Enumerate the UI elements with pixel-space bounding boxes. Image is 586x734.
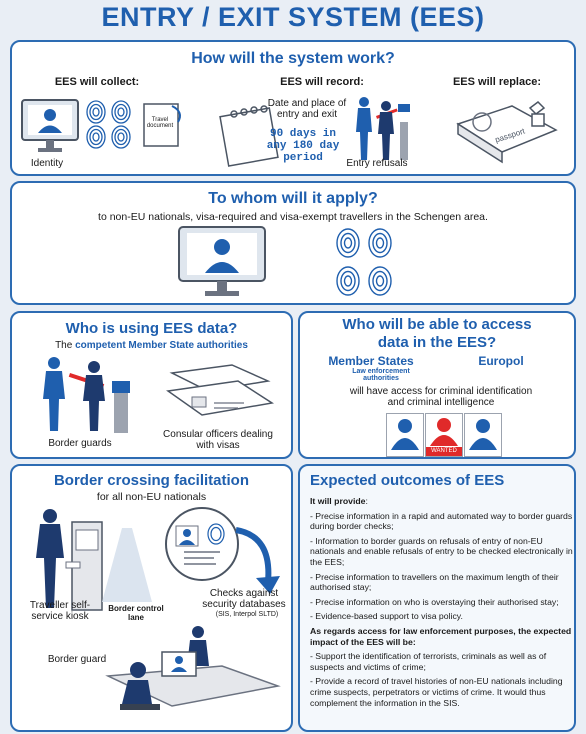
outcome-item: - Evidence-based support to visa policy. bbox=[310, 611, 463, 622]
whom-panel bbox=[10, 181, 576, 305]
identity-monitor-icon bbox=[20, 98, 80, 156]
border-guards-label: Border guards bbox=[48, 438, 112, 449]
fingerprints-icon bbox=[84, 100, 134, 150]
arrow-icon bbox=[232, 526, 282, 596]
outcomes-title: Expected outcomes of EES bbox=[310, 472, 505, 489]
facilitation-panel bbox=[10, 464, 293, 732]
whom-text: to non-EU nationals, visa-required and visa-exempt travellers in the Schengen area. bbox=[98, 211, 488, 223]
outcome-item: - Precise information in a rapid and automated way to border guards during border checks; bbox=[310, 510, 573, 532]
member-states-label: Member States bbox=[328, 354, 414, 368]
how-panel bbox=[10, 40, 576, 176]
law-enforcement-label: Law enforcement authorities bbox=[352, 368, 410, 382]
consular-label: Consular officers dealing with visas bbox=[163, 429, 273, 451]
wanted-person-1 bbox=[386, 413, 424, 457]
identity-label: Identity bbox=[30, 158, 64, 169]
access-title: Who will be able to access data in the EES? bbox=[342, 316, 532, 351]
wanted-badge: WANTED bbox=[426, 447, 462, 456]
wanted-person-3 bbox=[464, 413, 502, 457]
checks-label: Checks against security databases bbox=[202, 588, 286, 610]
using-title: Who is using EES data? bbox=[65, 320, 238, 337]
law-item: - Provide a record of travel histories of non-EU nationals including crime suspects, perpetrators or victims of crime. It would thus complement the information in the SIS. bbox=[310, 676, 563, 708]
using-panel bbox=[10, 311, 293, 459]
travel-document-label: Travel document bbox=[146, 117, 174, 129]
kiosk-label: Traveller self-service kiosk bbox=[29, 600, 91, 622]
replace-label: EES will replace: bbox=[452, 76, 542, 88]
border-guard-label: Border guard bbox=[47, 654, 107, 665]
facilitation-subtitle: for all non-EU nationals bbox=[96, 491, 207, 503]
outcomes-panel bbox=[298, 464, 576, 732]
whom-title: To whom will it apply? bbox=[208, 190, 378, 207]
record-label: EES will record: bbox=[280, 76, 364, 88]
outcomes-body bbox=[310, 496, 576, 712]
provide-colon: : bbox=[365, 496, 368, 506]
law-item: - Support the identification of terrorists, criminals as well as of suspects and victims of crime; bbox=[310, 651, 547, 672]
lane-label: Border control lane bbox=[108, 604, 164, 622]
europol-label: Europol bbox=[478, 354, 524, 368]
entry-refusal-icon bbox=[352, 92, 412, 164]
checks-sub-label: (SIS, Interpol SLTD) bbox=[215, 611, 279, 618]
competent-authorities: competent Member State authorities bbox=[75, 340, 248, 351]
using-prefix: The bbox=[55, 340, 76, 351]
entry-refusals-label: Entry refusals bbox=[346, 158, 408, 169]
collect-label: EES will collect: bbox=[54, 76, 140, 88]
outcome-item: - Information to border guards on refusals of entry of non-EU nationals and enable refusals of entry to be checked electronically in the EES; bbox=[310, 535, 573, 567]
page-title: ENTRY / EXIT SYSTEM (EES) bbox=[101, 2, 485, 32]
provide-heading bbox=[310, 496, 576, 507]
access-panel bbox=[298, 311, 576, 459]
law-heading: As regards access for law enforcement purposes, the expected impact of the EES will be: bbox=[310, 625, 572, 647]
how-title: How will the system work? bbox=[191, 50, 395, 67]
traveller-monitor-icon bbox=[177, 225, 267, 301]
visa-documents-icon bbox=[162, 363, 274, 427]
using-subtitle bbox=[12, 340, 291, 351]
wanted-person-2 bbox=[425, 413, 463, 457]
border-guard-desk-icon bbox=[102, 626, 282, 726]
outcome-item: - Precise information to travellers on the maximum length of their authorised stay; bbox=[310, 571, 559, 593]
date-place-label: Date and place of entry and exit bbox=[267, 98, 347, 120]
border-guards-icon bbox=[40, 355, 140, 435]
passport-label: passport bbox=[494, 126, 526, 145]
outcome-item: - Precise information on who is overstaying their authorised stay; bbox=[310, 596, 559, 607]
security-check-icon bbox=[162, 506, 242, 584]
facilitation-title: Border crossing facilitation bbox=[53, 472, 250, 489]
traveller-fingerprints-icon bbox=[334, 227, 396, 299]
access-text: will have access for criminal identification and criminal intelligence bbox=[349, 386, 533, 408]
lane-icon bbox=[92, 524, 162, 604]
provide-text: It will provide bbox=[310, 496, 366, 506]
days-label: 90 days in any 180 day period bbox=[266, 128, 340, 164]
